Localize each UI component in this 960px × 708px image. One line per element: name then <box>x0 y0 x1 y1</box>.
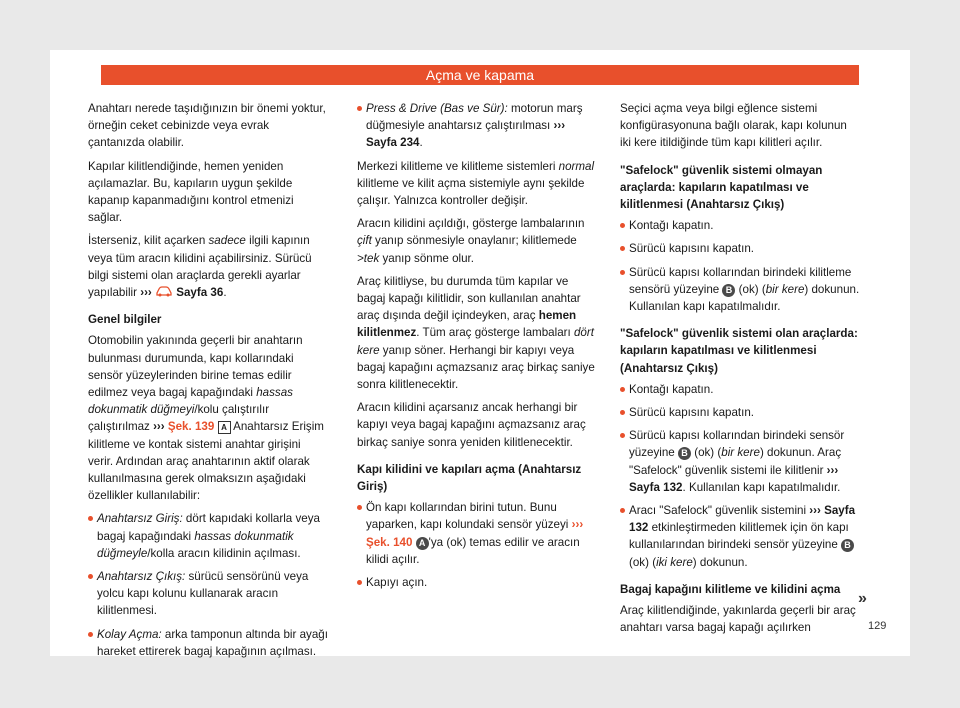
paragraph: Aracın kilidini açarsanız ancak herhangi bir kapıyı veya bagaj kapağını açmazsanız araç birkaç saniye sonra yeniden kilitlenecektir. <box>357 401 586 449</box>
text: hassas dokunmatik düğmeyi <box>88 386 293 417</box>
text: ) dokunun. <box>692 555 748 569</box>
list-item <box>620 264 860 316</box>
label-box: A <box>218 421 231 434</box>
section-heading: Bagaj kapağını kilitleme ve kilidini açma <box>620 582 841 596</box>
page-link[interactable]: ››› Sayfa 132 <box>629 463 839 494</box>
text: . Kullanılan kapı kapatılmalıdır. <box>682 480 841 494</box>
list-item <box>88 510 328 562</box>
paragraph <box>357 215 597 267</box>
text: Kontağı kapatın. <box>629 219 714 233</box>
text: Press & Drive (Bas ve Sür): <box>366 102 508 115</box>
paragraph <box>88 332 328 504</box>
text: Kontağı kapatın. <box>629 382 714 396</box>
list-item <box>620 404 860 421</box>
text: ) dokunun. Araç "Safelock" güvenlik sistemi ile kilitlenir <box>629 446 842 477</box>
paragraph: Anahtarı nerede taşıdığınızın bir önemi yoktur, örneğin ceket cebinizde veya evrak çantanızda olabilir. <box>88 102 326 150</box>
continue-icon: » <box>858 590 867 607</box>
paragraph: Araç kilitlendiğinde, yakınlarda geçerli bir araç anahtarı varsa bagaj kapağı açılırken <box>620 604 856 635</box>
text: /kolla aracın kilidinin açılması. <box>147 546 301 560</box>
text: Sürücü kapısını kapatın. <box>629 406 755 420</box>
list-item <box>620 502 860 571</box>
text: ) dokunun. Kullanılan kapı kapatılmalıdır. <box>629 282 860 314</box>
page-number: 129 <box>868 620 887 632</box>
text: Araç kilitliyse, bu durumda tüm kapılar ve bagaj kapağı kilitlidir, son kullanılan anahtar araç dışında değil içindeyken, araç <box>357 274 581 323</box>
list-item <box>357 499 597 568</box>
text: İsterseniz, kilit açarken <box>88 234 209 248</box>
text: Ön kapı kollarından birini tutun. Bunu yaparken, kapı kolundaki sensör yüzeyi <box>366 501 572 532</box>
manual-page <box>50 50 910 656</box>
text: Sürücü kapısı kollarından birindeki sensör yüzeyine <box>629 429 845 460</box>
text: etkinleştirmeden kilitlemek için ön kapı kullanılarından birindeki sensör yüzeyine <box>629 521 849 552</box>
column-middle <box>357 100 597 597</box>
text: arka tamponun altında bir ayağı hareket ettirerek bagaj kapağının açılması. <box>97 627 328 658</box>
text: Sürücü kapısını kapatın. <box>629 242 755 256</box>
reference-arrow: ››› <box>153 420 165 434</box>
list-item <box>357 100 597 152</box>
car-icon <box>155 285 173 297</box>
page-link[interactable]: ››› Sayfa 132 <box>629 504 856 535</box>
text: yanıp söner. Herhangi bir kapıyı veya bagaj kapağını açmazsanız araç birkaç saniye sonra kilitlenecektir. <box>357 343 595 392</box>
list-item <box>620 240 860 257</box>
paragraph: Seçici açma veya bilgi eğlence sistemi konfigürasyonuna bağlı olarak, kapı kolunun iki kere itildiğinde tüm kapı kilitleri açılır. <box>620 102 847 150</box>
text: normal <box>558 159 595 173</box>
text: (ok) ( <box>735 282 766 296</box>
label-circle: B <box>841 539 854 552</box>
text: ilgili kapının veya tüm aracın kilidini açabilirsiniz. Sürücü bilgi sistemi olan araçlarda gerekli ayarlar yapılabilir <box>88 234 312 300</box>
text: dört kapıdaki kollarla veya bagaj kapağındaki <box>97 512 320 543</box>
column-left <box>88 100 328 666</box>
section-heading: Kapı kilidini ve kapıları açma (Anahtarsız Giriş) <box>357 462 582 494</box>
text: hassas dokunmatik düğmeyle <box>97 529 294 560</box>
text: bir kere <box>765 282 805 296</box>
list-item <box>88 568 328 620</box>
text: Anahtarsız Giriş: <box>97 512 183 526</box>
text: Kapıyı açın. <box>366 576 428 590</box>
reference-arrow: ››› <box>140 286 152 300</box>
label-circle: B <box>722 284 735 297</box>
page-link[interactable]: ››› Sayfa 234 <box>366 119 566 150</box>
text: bir kere <box>721 446 760 460</box>
text: Sürücü kapısı kollarından birindeki kilitleme sensörü yüzeyine <box>629 265 852 296</box>
text: Aracı "Safelock" güvenlik sistemini <box>629 504 810 518</box>
section-heading: Genel bilgiler <box>88 313 162 327</box>
text: Kolay Açma: <box>97 627 162 641</box>
text: hemen kilitlenmez <box>357 309 577 340</box>
paragraph: Kapılar kilitlendiğinde, hemen yeniden açılamazlar. Bu, kapıların uygun şekilde kapanıp kapanmadığını kontrol etmenizi sağlar. <box>88 159 294 225</box>
section-heading: "Safelock" güvenlik sistemi olmayan araçlarda: kapıların kapatılması ve kilitlenmesi (Anahtarsız Çıkış) <box>620 163 823 212</box>
text: motorun marş düğmesiyle anahtarsız çalıştırılması <box>366 102 583 133</box>
text: Aracın kilidini açıldığı, gösterge lambalarının <box>357 217 585 231</box>
paragraph <box>88 232 328 301</box>
text: 'ya (ok) temas edilir ve aracın kilidi açılır. <box>366 535 580 566</box>
text: dört kere <box>357 326 594 357</box>
list-item <box>88 626 328 660</box>
text: /kolu çalıştırılır çalıştırılmaz <box>88 403 270 434</box>
label-circle: A <box>416 537 429 550</box>
text: yanıp sönmesiyle onaylanır; kilitlemede <box>371 234 577 248</box>
list-item <box>357 574 597 591</box>
label-circle: B <box>678 447 691 460</box>
text: iki kere <box>656 555 693 569</box>
text: çift <box>357 234 372 248</box>
paragraph <box>357 273 597 393</box>
text: . <box>223 286 227 300</box>
section-heading: "Safelock" güvenlik sistemi olan araçlarda: kapıların kapatılması ve kilitlenmesi (Anahtarsız Çıkış) <box>620 327 858 375</box>
list-item <box>620 427 860 496</box>
text: . Tüm araç gösterge lambaları <box>416 326 574 340</box>
text: >tek <box>357 251 380 265</box>
text: Anahtarsız Erişim kilitleme ve kontak sistemi anahtar girişini verir. Ardından araç anahtarının aktif olarak kullanılmasına gerek olmaksızın aşağıdaki özellikler kullanılabilir: <box>88 420 324 503</box>
text: sadece <box>208 234 246 248</box>
page-link[interactable]: Sayfa 36 <box>173 286 224 300</box>
text: (ok) ( <box>629 555 657 569</box>
text: Anahtarsız Çıkış: <box>97 570 186 584</box>
paragraph <box>357 158 597 210</box>
list-item <box>620 381 860 398</box>
text: . <box>419 136 423 150</box>
text: Merkezi kilitleme ve kilitleme sistemleri <box>357 159 559 173</box>
figure-link[interactable]: Şek. 139 <box>164 420 215 434</box>
text: sürücü sensörünü veya yolcu kapı kolunu kullanarak aracın kilitlenmesi. <box>97 570 309 618</box>
list-item <box>620 217 860 234</box>
text: Otomobilin yakınında geçerli bir anahtarın bulunması durumunda, kapı kollarındaki sensör yüzeylerinden birine temas edilir edilmez veya bagaj kapağındaki <box>88 334 303 400</box>
text: (ok) ( <box>690 446 722 460</box>
column-right <box>620 100 860 642</box>
section-header: Açma ve kapama <box>101 65 859 85</box>
figure-link[interactable]: ››› Şek. 140 <box>366 518 584 549</box>
text: yanıp sönme olur. <box>379 251 474 265</box>
text: kilitleme ve kilit açma sistemiyle aynı şekilde çalışır. Yalnızca kontroller değişir. <box>357 176 585 208</box>
